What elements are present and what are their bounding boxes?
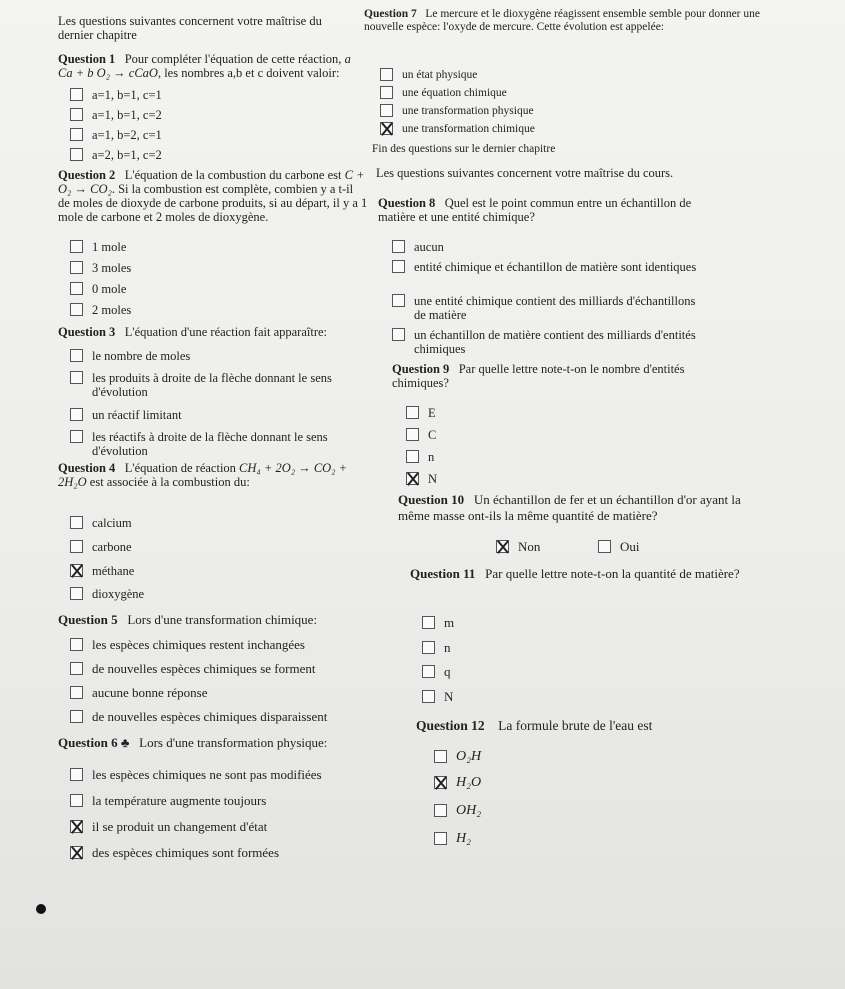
checkbox[interactable]	[380, 68, 393, 81]
q6-title: Question 6 ♣	[58, 735, 130, 750]
checkbox[interactable]	[70, 638, 83, 651]
option-label: E	[428, 406, 436, 420]
checkbox[interactable]	[70, 88, 83, 101]
option-label: 2 moles	[92, 303, 132, 317]
q9-title: Question 9	[392, 362, 450, 376]
q10-option-1[interactable]	[496, 540, 540, 554]
q8-option-2[interactable]	[392, 260, 702, 274]
q4-option-1[interactable]	[70, 516, 132, 530]
q1-option-4[interactable]	[70, 148, 162, 162]
q4-title: Question 4	[58, 461, 116, 475]
q8-option-1[interactable]	[392, 240, 444, 254]
q2-option-2[interactable]	[70, 261, 131, 275]
q8-option-3[interactable]	[392, 294, 702, 322]
checkbox[interactable]	[392, 328, 405, 341]
q1-option-2[interactable]	[70, 108, 162, 122]
q4-option-2[interactable]	[70, 540, 132, 554]
option-label: carbone	[92, 540, 132, 554]
q9-option-2[interactable]	[406, 428, 436, 442]
q1-text2: , les nombres a,b et c doivent valoir:	[157, 66, 340, 80]
q1-text: Pour compléter l'équation de cette réaction,	[124, 52, 342, 66]
option-label: a=2, b=1, c=2	[92, 148, 162, 162]
q12-text: La formule brute de l'eau est	[498, 718, 653, 733]
q1-equation: a Ca + b O₂ → cCaO	[58, 52, 351, 80]
q10-text: Un échantillon de fer et un échantillon d'or ayant la même masse ont-ils la même quantité de matière?	[398, 492, 741, 523]
option-label: H₂	[456, 831, 471, 846]
option-label: N	[444, 689, 454, 704]
option-label: aucune bonne réponse	[92, 685, 208, 700]
q5-text: Lors d'une transformation chimique:	[127, 612, 318, 627]
q11-option-3[interactable]	[422, 665, 451, 679]
option-label: n	[428, 450, 435, 464]
header-intro-text: Les questions suivantes concernent votre maîtrise du dernier chapitre	[58, 14, 322, 42]
q2-text: L'équation de la combustion du carbone est	[124, 168, 342, 182]
option-label: n	[444, 640, 451, 655]
option-label: les espèces chimiques restent inchangées	[92, 637, 305, 652]
checkbox[interactable]	[422, 616, 435, 629]
option-label: une équation chimique	[402, 87, 507, 99]
checkbox[interactable]	[70, 371, 83, 384]
question-3	[58, 325, 368, 339]
q9-option-3[interactable]	[406, 450, 434, 464]
checkbox[interactable]	[434, 832, 447, 845]
q1-option-1[interactable]	[70, 88, 162, 102]
checkbox[interactable]	[434, 750, 447, 763]
checkbox[interactable]	[70, 303, 83, 316]
option-label: H₂O	[456, 775, 482, 790]
q12-title: Question 12	[416, 718, 485, 733]
checkbox[interactable]	[70, 148, 83, 161]
option-label: a=1, b=1, c=2	[92, 108, 162, 122]
checkbox[interactable]	[70, 587, 83, 600]
checkbox[interactable]	[70, 540, 83, 553]
q2-option-3[interactable]	[70, 282, 126, 296]
q3-option-1[interactable]	[70, 349, 190, 363]
option-label: OH₂	[456, 803, 482, 818]
option-label: O₂H	[456, 749, 482, 764]
question-6	[58, 736, 388, 750]
checkbox[interactable]	[406, 450, 419, 463]
q12-option-3[interactable]	[434, 804, 481, 818]
end-note	[372, 142, 555, 156]
option-label: 3 moles	[92, 261, 132, 275]
q11-option-1[interactable]	[422, 616, 454, 630]
q7-title: Question 7	[364, 8, 417, 20]
q2-text2: . Si la combustion est complète, combien y a t-il de moles de dioxyde de carbone produits, si au départ, il y a 1 mole de carbone et 2 moles de dioxygène.	[58, 182, 368, 224]
checkbox[interactable]	[392, 240, 405, 253]
q4-option-3[interactable]	[70, 564, 134, 578]
checkbox[interactable]	[422, 665, 435, 678]
q11-option-4[interactable]	[422, 690, 453, 704]
checkbox[interactable]	[422, 641, 435, 654]
q2-option-4[interactable]	[70, 303, 131, 317]
checkbox-checked[interactable]	[70, 846, 83, 859]
checkbox[interactable]	[422, 690, 435, 703]
checkbox[interactable]	[434, 804, 447, 817]
checkbox-checked[interactable]	[70, 820, 83, 833]
q3-option-2[interactable]	[70, 371, 370, 399]
q4-text: L'équation de réaction	[124, 461, 236, 475]
q9-text: Par quelle lettre note-t-on le nombre d'entités chimiques?	[392, 362, 685, 390]
option-label: une transformation physique	[402, 105, 534, 117]
checkbox[interactable]	[70, 662, 83, 675]
checkbox[interactable]	[392, 260, 405, 273]
checkbox[interactable]	[70, 282, 83, 295]
option-label: dioxygène	[92, 587, 145, 601]
q2-option-1[interactable]	[70, 240, 126, 254]
checkbox[interactable]	[70, 794, 83, 807]
checkbox[interactable]	[380, 104, 393, 117]
q5-option-4[interactable]	[70, 710, 327, 724]
q5-option-3[interactable]	[70, 686, 208, 700]
checkbox[interactable]	[392, 294, 405, 307]
q1-title: Question 1	[58, 52, 116, 66]
option-label: le nombre de moles	[92, 349, 191, 363]
q4-text2: est associée à la combustion du:	[89, 475, 250, 489]
option-label: a=1, b=1, c=1	[92, 88, 162, 102]
section2-intro	[376, 166, 686, 180]
q4-option-4[interactable]	[70, 587, 144, 601]
option-label: il se produit un changement d'état	[92, 819, 268, 834]
option-label: Non	[518, 539, 541, 554]
q11-option-2[interactable]	[422, 641, 451, 655]
q5-option-1[interactable]	[70, 638, 305, 652]
q3-option-3[interactable]	[70, 408, 182, 422]
q5-option-2[interactable]	[70, 662, 315, 676]
option-label: une transformation chimique	[402, 123, 535, 135]
checkbox[interactable]	[70, 686, 83, 699]
question-9	[392, 362, 712, 390]
option-label: de nouvelles espèces chimiques disparaissent	[92, 709, 328, 724]
checkbox-checked[interactable]	[496, 540, 509, 553]
option-label: un réactif limitant	[92, 408, 182, 422]
q11-text: Par quelle lettre note-t-on la quantité de matière?	[485, 566, 740, 581]
checkbox[interactable]	[70, 516, 83, 529]
option-label: 1 mole	[92, 240, 127, 254]
q10-title: Question 10	[398, 492, 465, 507]
q6-option-2[interactable]	[70, 794, 266, 808]
question-11	[410, 566, 790, 582]
checkbox[interactable]	[70, 768, 83, 781]
q2-equation: C + O₂ → CO₂	[58, 168, 365, 196]
q10-option-2[interactable]	[598, 540, 640, 554]
checkbox[interactable]	[70, 128, 83, 141]
option-label: un état physique	[402, 69, 478, 81]
option-label: une entité chimique contient des milliards d'échantillons de matière	[414, 294, 696, 322]
question-8	[378, 196, 696, 224]
checkbox-checked[interactable]	[70, 564, 83, 577]
option-label: les réactifs à droite de la flèche donnant le sens d'évolution	[92, 430, 328, 458]
option-label: aucun	[414, 240, 444, 254]
option-label: entité chimique et échantillon de matière sont identiques	[414, 260, 697, 274]
q7-option-3[interactable]	[380, 104, 534, 118]
q4-equation: CH₄ + 2O₂ → CO₂ + 2H₂O	[58, 461, 348, 489]
q3-title: Question 3	[58, 325, 116, 339]
q12-option-4[interactable]	[434, 832, 471, 846]
option-label: Oui	[620, 539, 640, 554]
q6-option-1[interactable]	[70, 768, 322, 782]
question-12	[416, 718, 816, 734]
q7-option-4[interactable]	[380, 122, 535, 136]
question-5	[58, 613, 378, 627]
checkbox[interactable]	[406, 428, 419, 441]
q3-option-4[interactable]	[70, 430, 370, 458]
q5-title: Question 5	[58, 612, 118, 627]
q7-option-2[interactable]	[380, 86, 507, 100]
checkbox[interactable]	[70, 349, 83, 362]
option-label: méthane	[92, 564, 135, 578]
q2-title: Question 2	[58, 168, 116, 182]
checkbox[interactable]	[70, 430, 83, 443]
question-4	[58, 461, 378, 489]
checkbox[interactable]	[380, 86, 393, 99]
option-label: a=1, b=2, c=1	[92, 128, 162, 142]
checkbox[interactable]	[70, 240, 83, 253]
q8-option-4[interactable]	[392, 328, 702, 356]
checkbox-checked[interactable]	[380, 122, 393, 135]
q6-option-3[interactable]	[70, 820, 267, 834]
checkbox-checked[interactable]	[406, 472, 419, 485]
option-label: N	[428, 472, 438, 486]
checkbox[interactable]	[70, 710, 83, 723]
option-label: un échantillon de matière contient des milliards d'entités chimiques	[414, 328, 696, 356]
q11-title: Question 11	[410, 566, 476, 581]
option-label: les espèces chimiques ne sont pas modifiées	[92, 767, 322, 782]
option-label: de nouvelles espèces chimiques se forment	[92, 661, 316, 676]
question-2	[58, 168, 368, 224]
option-label: q	[444, 664, 451, 679]
checkbox[interactable]	[70, 108, 83, 121]
question-10	[398, 492, 768, 524]
option-label: les produits à droite de la flèche donnant le sens d'évolution	[92, 371, 332, 399]
end-note-text: Fin des questions sur le dernier chapitre	[372, 143, 556, 155]
q12-option-1[interactable]	[434, 750, 481, 764]
bullet-dot	[36, 904, 46, 914]
q7-option-1[interactable]	[380, 68, 477, 82]
checkbox-checked[interactable]	[434, 776, 447, 789]
option-label: 0 mole	[92, 282, 127, 296]
checkbox[interactable]	[598, 540, 611, 553]
option-label: calcium	[92, 516, 132, 530]
question-7	[364, 8, 764, 34]
q6-text: Lors d'une transformation physique:	[139, 735, 328, 750]
checkbox[interactable]	[70, 261, 83, 274]
q8-text: Quel est le point commun entre un échantillon de matière et une entité chimique?	[378, 196, 692, 224]
q9-option-1[interactable]	[406, 406, 436, 420]
option-label: m	[444, 615, 455, 630]
section2-intro-text: Les questions suivantes concernent votre maîtrise du cours.	[376, 166, 674, 180]
q3-text: L'équation d'une réaction fait apparaître:	[124, 325, 328, 339]
q9-option-4[interactable]	[406, 472, 437, 486]
q12-option-2[interactable]	[434, 776, 481, 790]
checkbox[interactable]	[406, 406, 419, 419]
q7-text: Le mercure et le dioxygène réagissent ensemble semble pour donner une nouvelle espèce: l'oxyde de mercure. Cette évolution est appelée:	[364, 8, 760, 33]
checkbox[interactable]	[70, 408, 83, 421]
option-label: C	[428, 428, 437, 442]
q8-title: Question 8	[378, 196, 436, 210]
option-label: des espèces chimiques sont formées	[92, 845, 280, 860]
question-1	[58, 52, 363, 80]
q1-option-3[interactable]	[70, 128, 162, 142]
q6-option-4[interactable]	[70, 846, 279, 860]
option-label: la température augmente toujours	[92, 793, 267, 808]
header-intro	[58, 14, 358, 42]
